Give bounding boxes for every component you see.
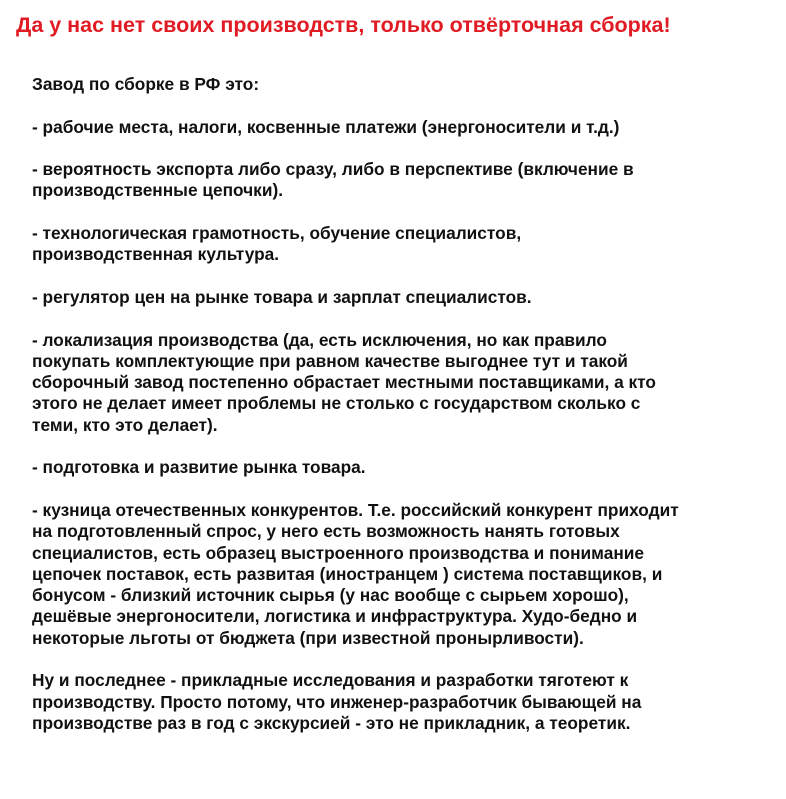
page-title: Да у нас нет своих производств, только отвёрточная сборка! [16, 13, 671, 37]
text-line: цепочек поставок, есть развитая (иностранцем ) система поставщиков, и [32, 563, 663, 584]
text-line: дешёвые энергоносители, логистика и инфраструктура. Худо-бедно и [32, 606, 638, 627]
text-line: на подготовленный спрос, у него есть возможность нанять готовых [32, 521, 620, 542]
text-line: - регулятор цен на рынке товара и зарплат специалистов. [32, 286, 532, 307]
text-line: некоторые льготы от бюджета (при известной пронырливости). [32, 627, 584, 648]
paragraph-regulator [32, 287, 777, 308]
paragraph-localization [32, 330, 777, 436]
paragraph-export [32, 159, 777, 202]
text-line: производству. Просто потому, что инженер-разработчик бывающей на [32, 691, 642, 712]
text-line: производственные цепочки). [32, 180, 284, 201]
text-line: бонусом - близкий источник сырья (у нас вообще с сырьем хорошо), [32, 585, 629, 606]
paragraph-jobs [32, 117, 777, 138]
paragraph-intro [32, 74, 777, 95]
text-line: - кузница отечественных конкурентов. Т.е. российский конкурент приходит [32, 499, 679, 520]
text-line: - подготовка и развитие рынка товара. [32, 457, 366, 478]
text-line: - технологическая грамотность, обучение специалистов, [32, 223, 522, 244]
paragraph-literacy [32, 223, 777, 266]
text-line: теми, кто это делает). [32, 414, 218, 435]
text-line: Ну и последнее - прикладные исследования и разработки тяготеют к [32, 670, 629, 691]
paragraph-conclusion [32, 670, 777, 734]
text-line: - вероятность экспорта либо сразу, либо в перспективе (включение в [32, 159, 634, 180]
article-body [32, 74, 777, 734]
text-line: сборочный завод постепенно обрастает местными поставщиками, а кто [32, 372, 656, 393]
text-line: Завод по сборке в РФ это: [32, 74, 260, 94]
paragraph-market [32, 457, 777, 478]
text-line: производстве раз в год с экскурсией - это не прикладник, а теоретик. [32, 712, 631, 733]
text-line: - рабочие места, налоги, косвенные платежи (энергоносители и т.д.) [32, 116, 620, 137]
text-line: этого не делает имеет проблемы не столько с государством сколько с [32, 393, 641, 414]
text-line: - локализация производства (да, есть исключения, но как правило [32, 329, 607, 350]
text-line: производственная культура. [32, 244, 280, 265]
text-line: специалистов, есть образец выстроенного производства и понимание [32, 542, 645, 563]
text-line: покупать комплектующие при равном качестве выгоднее тут и такой [32, 350, 628, 371]
paragraph-competitors [32, 500, 777, 649]
